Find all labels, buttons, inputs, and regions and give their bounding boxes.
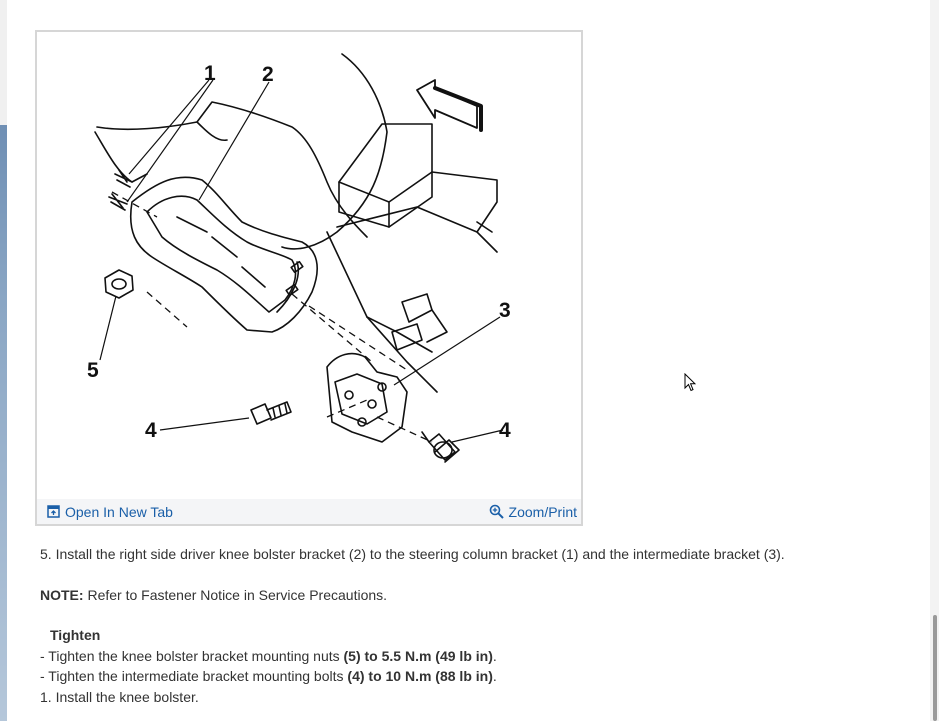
open-new-tab-icon	[47, 505, 60, 518]
callout-1: 1	[204, 62, 216, 85]
scrollbar-thumb[interactable]	[933, 615, 937, 721]
callout-3: 3	[499, 299, 511, 322]
diagram-figure	[35, 30, 583, 526]
tighten-item: - Tighten the intermediate bracket mounting bolts (4) to 10 N.m (88 lb in).	[40, 668, 497, 685]
figure-toolbar	[37, 499, 581, 524]
note-label: NOTE:	[40, 586, 84, 603]
note-text: Refer to Fastener Notice in Service Precautions.	[83, 586, 388, 603]
left-window-edge	[0, 0, 7, 721]
callout-5: 5	[87, 359, 99, 382]
callout-4-left: 4	[145, 419, 157, 442]
step-1-text: 1. Install the knee bolster.	[40, 688, 199, 705]
callout-4-right: 4	[499, 419, 511, 442]
callout-2: 2	[262, 63, 274, 86]
tighten-item: - Tighten the knee bolster bracket mounting nuts (5) to 5.5 N.m (49 lb in).	[40, 647, 497, 664]
knee-bolster-bracket-diagram	[37, 32, 581, 498]
note-line	[40, 585, 920, 606]
open-in-new-tab-label: Open In New Tab	[65, 503, 173, 520]
zoom-print-label: Zoom/Print	[508, 503, 577, 520]
magnifier-plus-icon	[489, 504, 504, 519]
mouse-cursor-icon	[684, 373, 696, 392]
tighten-heading: Tighten	[50, 627, 101, 644]
zoom-print-button[interactable]	[489, 499, 577, 524]
open-in-new-tab-button[interactable]	[47, 499, 173, 524]
instructions	[40, 544, 920, 708]
step-5-text: 5. Install the right side driver knee bolster bracket (2) to the steering column bracket (1) and the intermediate bracket (3).	[40, 546, 785, 562]
vertical-scrollbar[interactable]	[930, 0, 939, 721]
